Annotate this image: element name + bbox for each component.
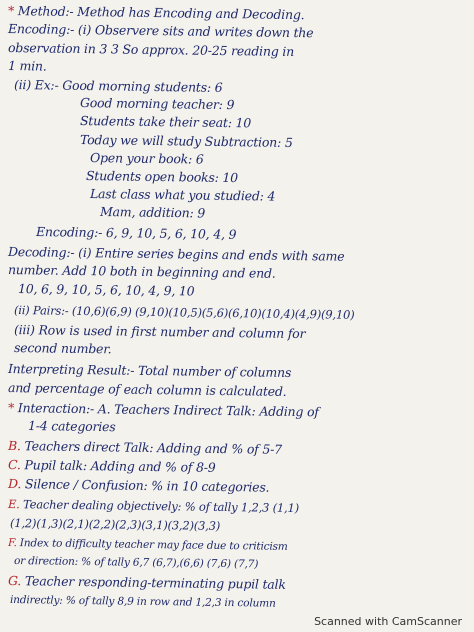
note-line: (ii) Ex:- Good morning students: 6 [13, 77, 223, 95]
note-line: B. Teachers direct Talk: Adding and % of 5-7 [7, 438, 283, 457]
note-line: C. Pupil talk: Adding and % of 8-9 [7, 457, 216, 475]
note-line: Good morning teacher: 9 [79, 95, 235, 113]
scanner-watermark: Scanned with CamScanner [314, 615, 462, 628]
note-line: Decoding:- (i) Entire series begins and ends with same [7, 244, 345, 264]
note-line: 1-4 categories [27, 418, 116, 435]
note-line: G. Teacher responding-terminating pupil talk [7, 573, 286, 592]
note-line: Interpreting Result:- Total number of columns [7, 361, 292, 380]
note-line: 10, 6, 9, 10, 5, 6, 10, 4, 9, 10 [17, 281, 195, 299]
note-line: Mam, addition: 9 [99, 204, 206, 221]
note-line: Last class what you studied: 4 [89, 186, 276, 204]
note-line: Students take their seat: 10 [79, 113, 252, 131]
note-line: number. Add 10 both in beginning and end. [7, 262, 276, 281]
note-line: and percentage of each column is calculated. [7, 380, 287, 399]
note-line: E. Teacher dealing objectively: % of tally 1,2,3 (1,1) [7, 497, 300, 516]
note-line: indirectly: % of tally 8,9 in row and 1,2,3 in column [9, 594, 276, 610]
note-line: Encoding:- (i) Observere sits and writes down the [7, 21, 314, 41]
note-line: * Method:- Method has Encoding and Decoding. [7, 3, 305, 23]
note-line: Today we will study Subtraction: 5 [79, 132, 293, 150]
note-line: Encoding:- 6, 9, 10, 5, 6, 10, 4, 9 [35, 224, 237, 242]
note-line: Students open books: 10 [85, 168, 239, 186]
note-line: (ii) Pairs:- (10,6)(6,9) (9,10)(10,5)(5,6)(6,10)(10,4)(4,9)(9,10) [13, 303, 355, 322]
note-line: (1,2)(1,3)(2,1)(2,2)(2,3)(3,1)(3,2)(3,3) [9, 516, 221, 533]
note-line: Open your book: 6 [89, 150, 204, 167]
note-line: F. Index to difficulty teacher may face due to criticism [7, 537, 288, 553]
note-line: 1 min. [7, 58, 47, 74]
note-line: or direction: % of tally 6,7 (6,7),(6,6) (7,6) (7,7) [13, 555, 259, 571]
note-line: D. Silence / Confusion: % in 10 categories. [7, 476, 270, 495]
note-line: (iii) Row is used in first number and column for [13, 322, 306, 342]
note-line: observation in 3 3 So approx. 20-25 reading in [7, 40, 295, 59]
note-line: second number. [13, 340, 112, 357]
note-line: * Interaction:- A. Teachers Indirect Talk: Adding of [7, 400, 319, 420]
